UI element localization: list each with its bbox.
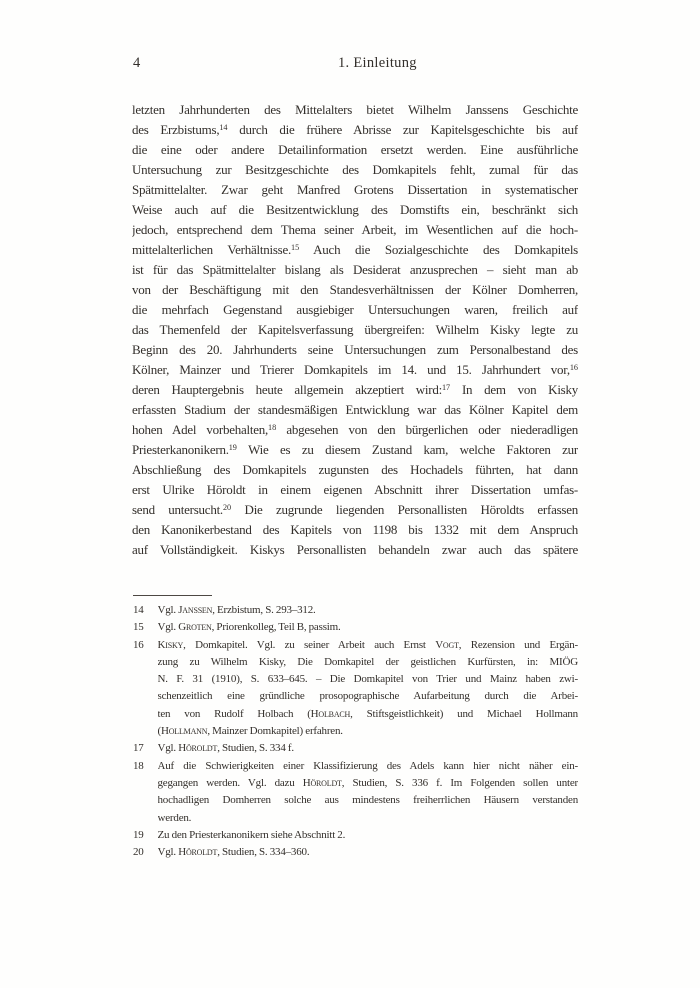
text-segment: Spätmittelalter. Zwar geht Manfred Grotens Dissertation in systematischer	[132, 182, 578, 197]
text-segment: abgesehen von den bürgerlichen oder niederadligen	[276, 422, 578, 437]
text-segment: Zu den Priesterkanonikern siehe Abschnitt 2.	[157, 828, 346, 841]
text-line	[132, 380, 578, 400]
footnote	[133, 844, 578, 861]
text-line	[158, 844, 579, 861]
text-line	[132, 440, 578, 460]
text-segment: Kisky	[157, 638, 184, 651]
text-segment: Wie es zu diesem Zustand kam, welche Faktoren zur	[236, 442, 578, 457]
text-segment: (	[157, 725, 161, 738]
text-segment: Kölner, Mainzer und Trierer Domkapitels im 14. und 15. Jahrhundert vor,	[132, 362, 570, 377]
text-segment: , Mainzer Domkapitel) erfahren.	[207, 725, 343, 738]
footnote-separator	[133, 595, 212, 596]
text-line	[158, 637, 579, 654]
text-line	[132, 400, 578, 420]
footnote-ref: 18	[268, 423, 277, 433]
text-segment: erst Ulrike Höroldt in einem eigenen Abschnitt ihrer Dissertation umfas-	[132, 482, 578, 497]
text-segment: Weise auch auf die Besitzentwicklung des Domstifts ein, beschränkt sich	[132, 202, 578, 217]
footnote-text	[158, 619, 579, 636]
text-line	[158, 740, 579, 757]
text-line	[132, 280, 578, 300]
text-segment: Auf die Schwierigkeiten einer Klassifizierung des Adels kann hier nicht näher ein-	[157, 759, 578, 772]
footnote-ref: 16	[569, 363, 578, 373]
footnote	[133, 619, 578, 636]
text-segment: Vgl.	[157, 604, 179, 616]
text-line	[158, 654, 579, 671]
footnote	[133, 827, 578, 844]
text-line	[158, 688, 579, 705]
text-segment: Vgl.	[157, 742, 179, 755]
footnote	[133, 637, 578, 741]
text-segment: gegangen werden. Vgl. dazu	[157, 776, 303, 789]
text-segment: die mehrfach Gegenstand ausgiebiger Untersuchungen waren, freilich auf	[132, 302, 578, 317]
footnotes	[133, 602, 578, 861]
text-line	[132, 200, 578, 220]
text-segment: Höroldt	[302, 776, 342, 789]
text-line	[132, 180, 578, 200]
text-segment: auf Vollständigkeit. Kiskys Personallisten behandeln zwar auch das spätere	[132, 542, 578, 557]
text-line	[132, 220, 578, 240]
text-segment: , Studien, S. 334 f.	[217, 742, 294, 755]
text-segment: Groten	[178, 621, 212, 634]
text-line	[132, 120, 578, 140]
text-segment: letzten Jahrhunderten des Mittelalters bietet Wilhelm Janssens Geschichte	[132, 102, 578, 117]
text-segment: , Erzbistum, S. 293–312.	[212, 604, 316, 616]
text-segment: jedoch, entsprechend dem Thema seiner Arbeit, im Wesentlichen auf die hoch-	[132, 222, 578, 237]
text-segment: das Themenfeld der Kapitelsverfassung übergreifen: Wilhelm Kisky legte zu	[132, 322, 578, 337]
text-segment: Untersuchung zur Besitzgeschichte des Domkapitels fehlt, zumal für das	[132, 162, 578, 177]
text-line	[132, 160, 578, 180]
text-line	[132, 360, 578, 380]
footnote-number: 19	[133, 828, 144, 841]
text-segment: N. F. 31 (1910), S. 633–645. – Die Domkapitel von Trier und Mainz haben zwi-	[157, 673, 578, 686]
text-segment: In dem von Kisky	[450, 382, 578, 397]
text-segment: des Erzbistums,	[132, 122, 220, 137]
footnote-text	[158, 758, 579, 827]
text-segment: , Stiftsgeistlichkeit) und Michael Hollmann	[350, 707, 578, 720]
footnote-text	[158, 602, 579, 619]
text-segment: durch die frühere Abrisse zur Kapitelsgeschichte bis auf	[227, 122, 578, 137]
text-segment: Höroldt	[178, 846, 218, 859]
text-segment: Holbach	[310, 707, 351, 720]
text-segment: erfassten Stadium der standesmäßigen Entwicklung war das Kölner Kapitel dem	[132, 402, 578, 417]
footnote	[133, 758, 578, 827]
text-segment: werden.	[157, 811, 192, 824]
text-segment: deren Hauptergebnis heute allgemein akzeptiert wird:	[132, 382, 442, 397]
text-line	[158, 810, 579, 827]
footnote-text	[158, 637, 579, 741]
text-line	[158, 792, 579, 809]
text-segment: Vgl.	[157, 621, 179, 634]
text-line	[132, 320, 578, 340]
text-line	[132, 240, 578, 260]
text-segment: zung zu Wilhelm Kisky, Die Domkapitel der geistlichen Kurfürsten, in: MIÖG	[157, 655, 578, 668]
text-segment: , Priorenkolleg, Teil B, passim.	[211, 621, 341, 634]
footnote-text	[158, 827, 579, 844]
text-segment: den Kanonikerbestand des Kapitels von 1198 bis 1332 mit dem Anspruch	[132, 522, 578, 537]
text-segment: Beginn des 20. Jahrhunderts seine Untersuchungen zum Personalbestand des	[132, 342, 578, 357]
text-segment: ten von Rudolf Holbach (	[157, 707, 311, 720]
footnote-ref: 14	[219, 123, 228, 133]
text-line	[132, 260, 578, 280]
text-line	[132, 340, 578, 360]
footnote-number: 14	[133, 604, 144, 616]
text-line	[158, 619, 579, 636]
text-line	[158, 602, 579, 619]
footnote-number: 15	[133, 621, 144, 634]
text-segment: Höroldt	[178, 742, 218, 755]
text-segment: schenzeitlich eine gründliche prosopographische Aufarbeitung durch die Arbei-	[157, 690, 578, 703]
footnote-ref: 20	[222, 503, 232, 513]
text-segment: ist für das Spätmittelalter bislang als Desiderat anzusprechen – sieht man ab	[132, 262, 578, 277]
text-line	[132, 100, 578, 120]
text-line	[132, 300, 578, 320]
text-segment: von der Beschäftigung mit den Standesverhältnissen der Kölner Domherren,	[132, 282, 578, 297]
text-line	[132, 420, 578, 440]
text-segment: Vogt	[435, 638, 459, 651]
footnote-text	[158, 740, 579, 757]
footnote-number: 17	[133, 742, 144, 755]
text-line	[132, 460, 578, 480]
text-segment: Hollmann	[160, 725, 208, 738]
footnote	[133, 740, 578, 757]
text-segment: hochadligen Domherren solche aus mindestens freiherrlichen Häusern verstanden	[157, 794, 578, 807]
footnote-number: 16	[133, 638, 144, 651]
text-segment: Die zugrunde liegenden Personallisten Höroldts erfassen	[231, 502, 578, 517]
footnote-ref: 17	[441, 383, 451, 393]
text-segment: die eine oder andere Detailinformation ersetzt werden. Eine ausführliche	[132, 142, 578, 157]
text-line	[132, 540, 578, 560]
text-segment: , Rezension und Ergän-	[458, 638, 578, 651]
text-segment: Abschließung des Domkapitels zugunsten des Hochadels führten, hat dann	[132, 462, 578, 477]
text-line	[158, 758, 579, 775]
footnote-text	[158, 844, 579, 861]
text-segment: , Studien, S. 336 f. Im Folgenden sollen unter	[341, 776, 578, 789]
footnote-number: 20	[133, 846, 144, 859]
text-line	[132, 500, 578, 520]
text-segment: , Domkapitel. Vgl. zu seiner Arbeit auch Ernst	[183, 638, 436, 651]
text-line	[132, 140, 578, 160]
text-line	[158, 671, 579, 688]
text-line	[158, 827, 579, 844]
text-segment: hohen Adel vorbehalten,	[132, 422, 269, 437]
text-line	[132, 520, 578, 540]
text-line	[132, 480, 578, 500]
text-segment: Priesterkanonikern.	[132, 442, 229, 457]
text-segment: mittelalterlichen Verhältnisse.	[132, 242, 291, 257]
text-segment: Auch die Sozialgeschichte des Domkapitels	[299, 242, 578, 257]
text-line	[158, 723, 579, 740]
footnote-number: 18	[133, 759, 144, 772]
text-segment: , Studien, S. 334–360.	[217, 846, 310, 859]
text-segment: send untersucht.	[132, 502, 223, 517]
footnote-ref: 15	[290, 243, 300, 253]
page-number: 4	[133, 55, 141, 71]
running-head: 1. Einleitung	[338, 55, 417, 71]
text-segment: Vgl.	[157, 846, 179, 859]
footnote	[133, 602, 578, 619]
footnote-ref: 19	[228, 443, 237, 453]
text-line	[158, 775, 579, 792]
text-segment: Janssen	[178, 604, 213, 616]
body-text	[132, 100, 578, 560]
text-line	[158, 706, 579, 723]
